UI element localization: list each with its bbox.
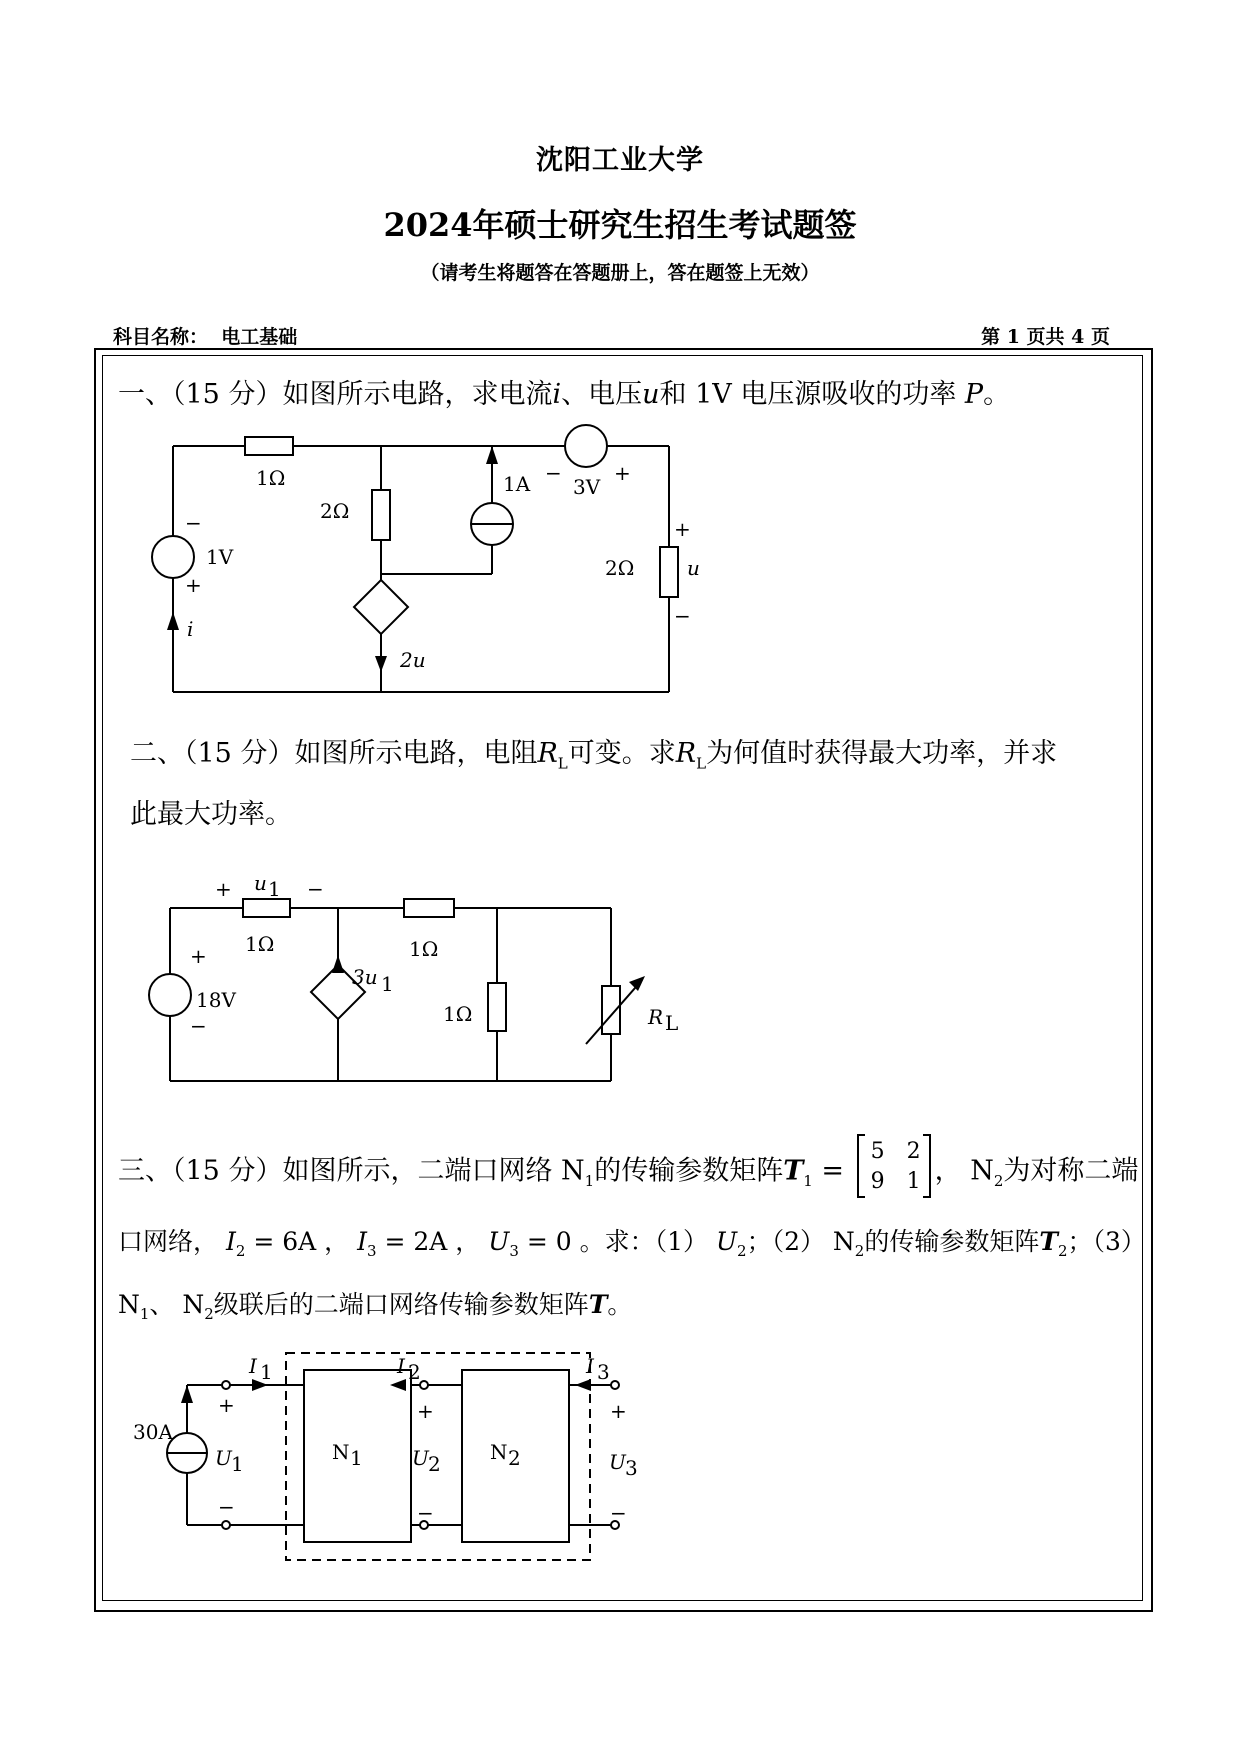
exam-title: 2024年硕士研究生招生考试题签 [383,206,857,244]
svg-text:+: + [610,1399,627,1423]
subject-label: 科目名称： [113,326,209,348]
variable-resistor-rl [602,986,620,1034]
svg-text:3V: 3V [573,475,601,499]
question-1-text: 一、（15 分）如图所示电路，求电流i、电压u和 1V 电压源吸收的功率 P。 [118,379,1011,410]
svg-text:+: + [417,1399,434,1423]
svg-text:I: I [586,1354,594,1378]
svg-text:i: i [187,617,194,641]
svg-text:1Ω: 1Ω [245,932,275,956]
svg-text:−: − [307,877,324,901]
svg-text:I: I [249,1354,257,1378]
svg-text:1Ω: 1Ω [256,466,286,490]
svg-text:2Ω: 2Ω [605,556,635,580]
svg-text:−: − [218,1495,235,1519]
voltage-source-1v [152,536,194,578]
svg-text:3u: 3u [352,965,378,989]
svg-text:2: 2 [408,1360,421,1384]
svg-text:2u: 2u [400,648,426,672]
svg-text:U: U [412,1446,429,1470]
voltage-source-18v [149,974,191,1016]
svg-text:U: U [215,1446,232,1470]
svg-text:1A: 1A [503,472,531,496]
svg-text:1: 1 [381,972,394,996]
svg-text:30A: 30A [133,1420,173,1444]
matrix-t1: 5 2 9 1 [857,1135,931,1197]
svg-text:1V: 1V [206,545,234,569]
svg-text:u: u [687,556,700,580]
svg-text:u: u [254,871,267,895]
resistor-2ohm-right [660,547,678,597]
svg-text:2: 2 [508,1446,521,1470]
svg-text:+: + [185,573,202,597]
question-3-line-2: 口网络， $I_2 = 6A$ ， $I_3 = 2A$ ， $U_3 = 0$ 。求：（1） $U_2$；（2） $N_2$的传输参数矩阵$T_2$；（3） [118,1227,1146,1260]
svg-text:+: + [190,944,207,968]
svg-text:1: 1 [260,1360,273,1384]
svg-text:L: L [665,1011,679,1035]
svg-text:U: U [609,1450,626,1474]
svg-text:+: + [674,517,691,541]
svg-text:1: 1 [350,1446,363,1470]
voltage-source-3v [565,425,607,467]
svg-text:I: I [397,1354,405,1378]
question-2-line-2: 此最大功率。 [130,799,292,830]
question-3-line-3: $N_1$、 $N_2$级联后的二端口网络传输参数矩阵T。 [118,1290,633,1323]
svg-text:N: N [332,1440,350,1464]
page-info: 第 1 页共 4 页 [981,326,1110,348]
resistor-1ohm [245,437,293,455]
svg-text:1Ω: 1Ω [409,937,439,961]
resistor-1ohm-a [243,899,290,917]
svg-text:3: 3 [625,1456,638,1480]
svg-text:+: + [614,461,631,485]
svg-text:1Ω: 1Ω [443,1002,473,1026]
svg-text:N: N [490,1440,508,1464]
svg-text:18V: 18V [196,988,236,1012]
svg-text:−: − [610,1501,627,1525]
question-3-line-1: 三、（15 分）如图所示，二端口网络 $N_1$的传输参数矩阵$T_1$ = 5 2 9 1 ， $N_2$为对称二端 [118,1141,1138,1203]
svg-text:+: + [218,1393,235,1417]
resistor-2ohm-mid [372,490,390,540]
exam-notice: （请考生将题答在答题册上，答在题签上无效） [420,262,820,284]
svg-text:R: R [648,1005,664,1029]
svg-text:−: − [185,511,202,535]
svg-text:3: 3 [597,1360,610,1384]
dependent-current-source-2u [354,580,408,634]
svg-text:−: − [417,1501,434,1525]
svg-text:2Ω: 2Ω [320,499,350,523]
svg-text:−: − [674,604,691,628]
resistor-1ohm-c [488,983,506,1031]
svg-text:2: 2 [428,1452,441,1476]
svg-text:1: 1 [231,1452,244,1476]
svg-text:1: 1 [268,877,281,901]
resistor-1ohm-b [404,899,454,917]
school-name: 沈阳工业大学 [536,145,704,176]
subject-name: 电工基础 [221,326,298,348]
svg-text:−: − [190,1014,207,1038]
svg-text:−: − [545,461,562,485]
svg-text:+: + [215,877,232,901]
question-2-line-1: 二、（15 分）如图所示电路，电阻$R_L$可变。求$R_L$为何值时获得最大功率，并求 [130,738,1058,773]
